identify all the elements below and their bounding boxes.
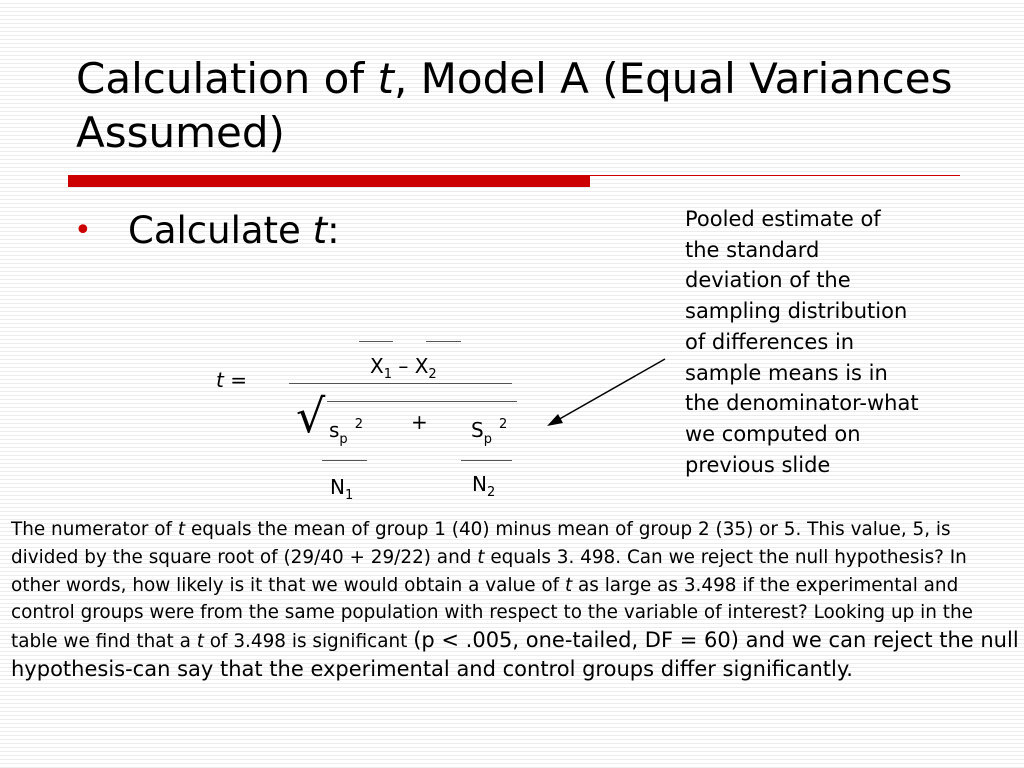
explanation-paragraph bbox=[11, 516, 1021, 685]
s1-symbol: s bbox=[329, 418, 340, 442]
bullet-suffix: : bbox=[327, 209, 340, 252]
s2-symbol: S bbox=[471, 418, 484, 442]
square-root-icon: √ bbox=[296, 389, 326, 443]
s2-subscript: p bbox=[483, 432, 492, 447]
x1-symbol: X bbox=[370, 354, 384, 378]
formula-numerator bbox=[370, 354, 437, 382]
formula-lhs-t: t bbox=[216, 368, 224, 392]
term2-numerator bbox=[471, 417, 508, 447]
body-part-6: (p < .005, one-tailed, DF = 60) and we can reject the null hypothesis-can say that the experimental and control groups differ significantly. bbox=[11, 628, 1019, 681]
radical-vinculum bbox=[327, 401, 517, 402]
n1-subscript: 1 bbox=[344, 488, 354, 503]
term1-numerator bbox=[329, 417, 363, 447]
title-italic-t: t bbox=[377, 54, 394, 103]
bullet-prefix: Calculate bbox=[128, 209, 313, 252]
term2-fraction-bar bbox=[461, 460, 512, 461]
bullet-marker: • bbox=[74, 213, 92, 248]
title-suffix: , Model A (Equal Variances Assumed) bbox=[76, 54, 953, 157]
x2-subscript: 2 bbox=[428, 367, 437, 382]
n1-symbol: N bbox=[330, 475, 345, 499]
body-italic-t-1: t bbox=[177, 519, 186, 540]
body-italic-t-4: t bbox=[196, 631, 204, 653]
body-italic-t-3: t bbox=[564, 574, 573, 596]
body-part-2: equals the mean of group 1 (40) minus mean of group 2 (35) or 5. This value, 5, is divided by the square root of (29/40 + 29/22) and bbox=[11, 519, 951, 568]
formula-lhs bbox=[216, 368, 247, 392]
body-part-1: The numerator of bbox=[11, 519, 178, 540]
minus-sign: – bbox=[391, 354, 415, 378]
n2-subscript: 2 bbox=[486, 485, 496, 500]
s1-subscript: p bbox=[339, 432, 348, 447]
x2-mean-bar bbox=[426, 341, 461, 342]
s1-superscript: 2 bbox=[354, 417, 363, 432]
x2-symbol: X bbox=[414, 354, 429, 378]
body-part-5: of 3.498 is significant bbox=[203, 631, 414, 653]
formula-lhs-equals: = bbox=[223, 368, 247, 392]
callout-note: Pooled estimate of the standard deviation of the sampling distribution of differences in sample means is in the denominator-what we computed on previous slide bbox=[685, 207, 919, 477]
body-part-4: as large as 3.498 if the experimental and control groups were from the same population with respect to the variable of interest? Looking up in the table we find that a bbox=[11, 574, 973, 653]
bullet-italic-t: t bbox=[312, 209, 328, 252]
title-prefix: Calculation of bbox=[76, 54, 378, 103]
n2-symbol: N bbox=[472, 472, 487, 496]
term1-fraction-bar bbox=[322, 460, 367, 461]
s2-superscript: 2 bbox=[498, 417, 508, 432]
x1-mean-bar bbox=[359, 341, 393, 342]
term2-denominator bbox=[472, 472, 495, 500]
body-part-3: equals 3. 498. Can we reject the null hypothesis? In other words, how likely is it that we would obtain a value of bbox=[11, 546, 967, 596]
body-italic-t-2: t bbox=[477, 546, 485, 568]
term1-denominator bbox=[330, 475, 353, 503]
x1-subscript: 1 bbox=[383, 367, 392, 382]
main-fraction-bar bbox=[289, 383, 512, 384]
plus-sign: + bbox=[411, 410, 428, 434]
